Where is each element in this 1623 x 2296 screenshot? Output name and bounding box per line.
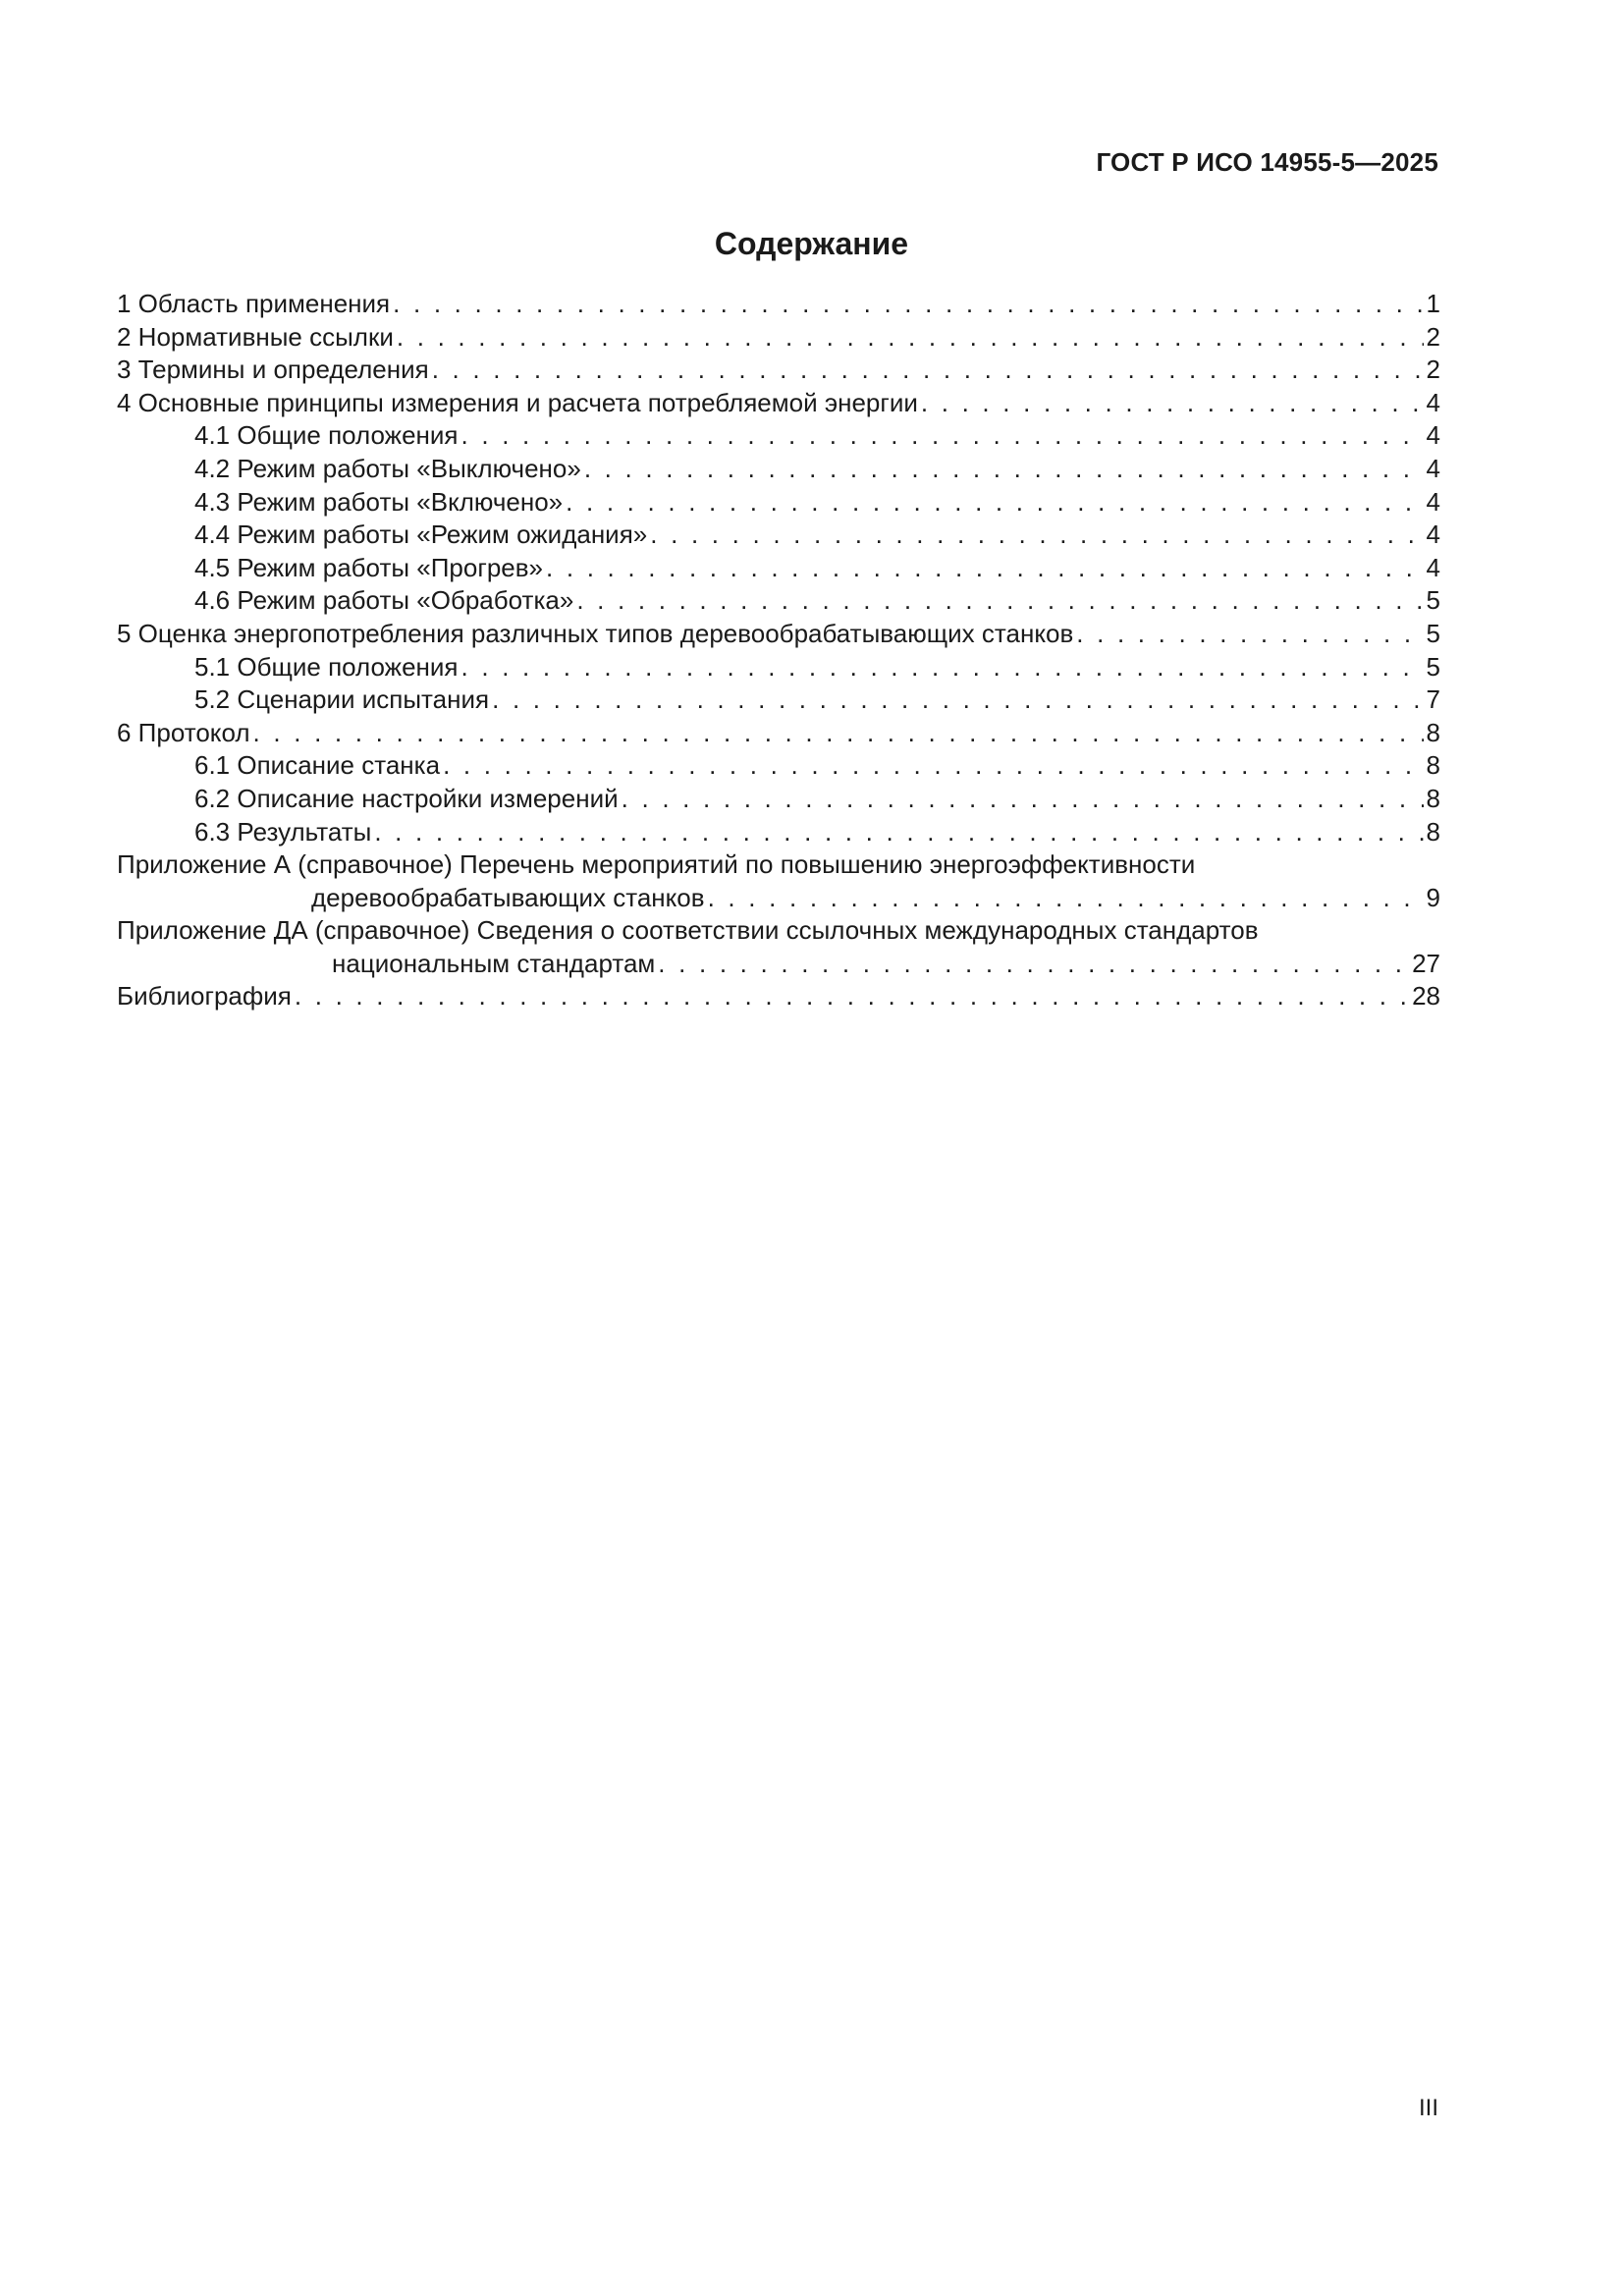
toc-entry-text: 2 Нормативные ссылки — [117, 321, 394, 352]
toc-entry-page: 4 — [1426, 453, 1440, 483]
toc-entry-4-1[interactable] — [117, 419, 1440, 453]
toc-leader-dots — [461, 419, 1424, 453]
toc-entry-text: 4 Основные принципы измерения и расчета потребляемой энергии — [117, 387, 918, 417]
toc-entry-text: 4.6 Режим работы «Обработка» — [194, 585, 574, 616]
toc-entry-page: 5 — [1426, 585, 1440, 616]
toc-entry-text: Библиография — [117, 981, 292, 1011]
toc-entry-1[interactable] — [117, 288, 1440, 321]
toc-entry-text: деревообрабатывающих станков — [311, 882, 705, 912]
toc-appendix-da-title: Приложение ДА (справочное) Сведения о соответствии ссылочных международных стандартов — [117, 915, 1259, 946]
toc-entry-text: 5.1 Общие положения — [194, 651, 459, 682]
toc-leader-dots — [432, 354, 1424, 387]
toc-entry-page: 5 — [1426, 651, 1440, 682]
toc-leader-dots — [295, 980, 1409, 1013]
toc-leader-dots — [921, 387, 1424, 420]
toc-appendix-da-continuation — [117, 948, 1440, 981]
toc-entry-page: 4 — [1426, 486, 1440, 517]
toc-entry-page: 8 — [1426, 816, 1440, 847]
toc-leader-dots — [708, 882, 1424, 915]
toc-entry-text: 3 Термины и определения — [117, 355, 429, 385]
toc-leader-dots — [253, 717, 1424, 750]
toc-entry-text: 4.3 Режим работы «Включено» — [194, 486, 564, 517]
toc-entry-text: 6.3 Результаты — [194, 816, 372, 847]
toc-leader-dots — [576, 584, 1423, 618]
toc-entry-2[interactable] — [117, 321, 1440, 355]
toc-entry-6-1[interactable] — [117, 749, 1440, 783]
toc-entry-4-2[interactable] — [117, 453, 1440, 486]
toc-entry-page: 2 — [1426, 321, 1440, 352]
toc-entry-page: 8 — [1426, 717, 1440, 747]
toc-entry-4-5[interactable] — [117, 552, 1440, 585]
toc-leader-dots — [393, 288, 1423, 321]
toc-leader-dots — [658, 948, 1409, 981]
toc-leader-dots — [566, 486, 1423, 519]
toc-entry-5-1[interactable] — [117, 651, 1440, 684]
toc-entry-page: 27 — [1412, 948, 1440, 978]
page-number: III — [1418, 2095, 1438, 2121]
toc-leader-dots — [622, 783, 1424, 816]
toc-entry-text: 4.1 Общие положения — [194, 420, 459, 451]
toc-entry-page: 7 — [1426, 684, 1440, 715]
toc-appendix-a-continuation — [117, 882, 1440, 915]
toc-entry-appendix-a[interactable] — [117, 848, 1440, 914]
toc-entry-page: 2 — [1426, 355, 1440, 385]
toc-entry-5-2[interactable] — [117, 683, 1440, 717]
toc-entry-6[interactable] — [117, 717, 1440, 750]
toc-entry-page: 4 — [1426, 519, 1440, 550]
toc-leader-dots — [397, 321, 1424, 355]
toc-leader-dots — [584, 453, 1424, 486]
toc-appendix-a-title: Приложение А (справочное) Перечень мероприятий по повышению энергоэффективности — [117, 849, 1196, 880]
toc-entry-page: 8 — [1426, 783, 1440, 813]
toc-entry-4[interactable] — [117, 387, 1440, 420]
toc-leader-dots — [374, 816, 1423, 849]
toc-entry-4-4[interactable] — [117, 519, 1440, 552]
toc-entry-page: 4 — [1426, 420, 1440, 451]
toc-entry-page: 5 — [1426, 618, 1440, 648]
toc-entry-bibliography[interactable] — [117, 980, 1440, 1013]
table-of-contents — [117, 288, 1440, 1013]
toc-entry-page: 28 — [1412, 981, 1440, 1011]
toc-entry-4-6[interactable] — [117, 584, 1440, 618]
toc-leader-dots — [546, 552, 1424, 585]
toc-entry-text: 6.2 Описание настройки измерений — [194, 783, 619, 813]
toc-title: Содержание — [714, 226, 909, 261]
toc-entry-text: 5 Оценка энергопотребления различных типов деревообрабатывающих станков — [117, 618, 1074, 648]
toc-leader-dots — [1076, 618, 1423, 651]
toc-entry-page: 4 — [1426, 387, 1440, 417]
toc-entry-text: 4.4 Режим работы «Режим ожидания» — [194, 519, 648, 550]
toc-entry-6-2[interactable] — [117, 783, 1440, 816]
toc-leader-dots — [492, 683, 1423, 717]
toc-entry-page: 8 — [1426, 750, 1440, 781]
toc-entry-6-3[interactable] — [117, 816, 1440, 849]
toc-entry-text: 4.5 Режим работы «Прогрев» — [194, 552, 544, 582]
toc-entry-page: 1 — [1426, 289, 1440, 318]
toc-entry-5[interactable] — [117, 618, 1440, 651]
toc-leader-dots — [461, 651, 1424, 684]
toc-leader-dots — [650, 519, 1423, 552]
toc-entry-text: 6.1 Описание станка — [194, 750, 441, 781]
toc-entry-3[interactable] — [117, 354, 1440, 387]
toc-leader-dots — [443, 749, 1423, 783]
toc-entry-appendix-da[interactable] — [117, 914, 1440, 980]
document-code: ГОСТ Р ИСО 14955-5—2025 — [1096, 147, 1438, 177]
toc-entry-text: 5.2 Сценарии испытания — [194, 684, 490, 715]
toc-entry-text: 4.2 Режим работы «Выключено» — [194, 453, 581, 483]
toc-entry-4-3[interactable] — [117, 486, 1440, 519]
toc-entry-page: 4 — [1426, 552, 1440, 582]
toc-entry-page: 9 — [1426, 882, 1440, 912]
toc-entry-text: 6 Протокол — [117, 717, 250, 747]
toc-entry-text: 1 Область применения — [117, 289, 391, 318]
toc-entry-text: национальным стандартам — [332, 948, 656, 978]
